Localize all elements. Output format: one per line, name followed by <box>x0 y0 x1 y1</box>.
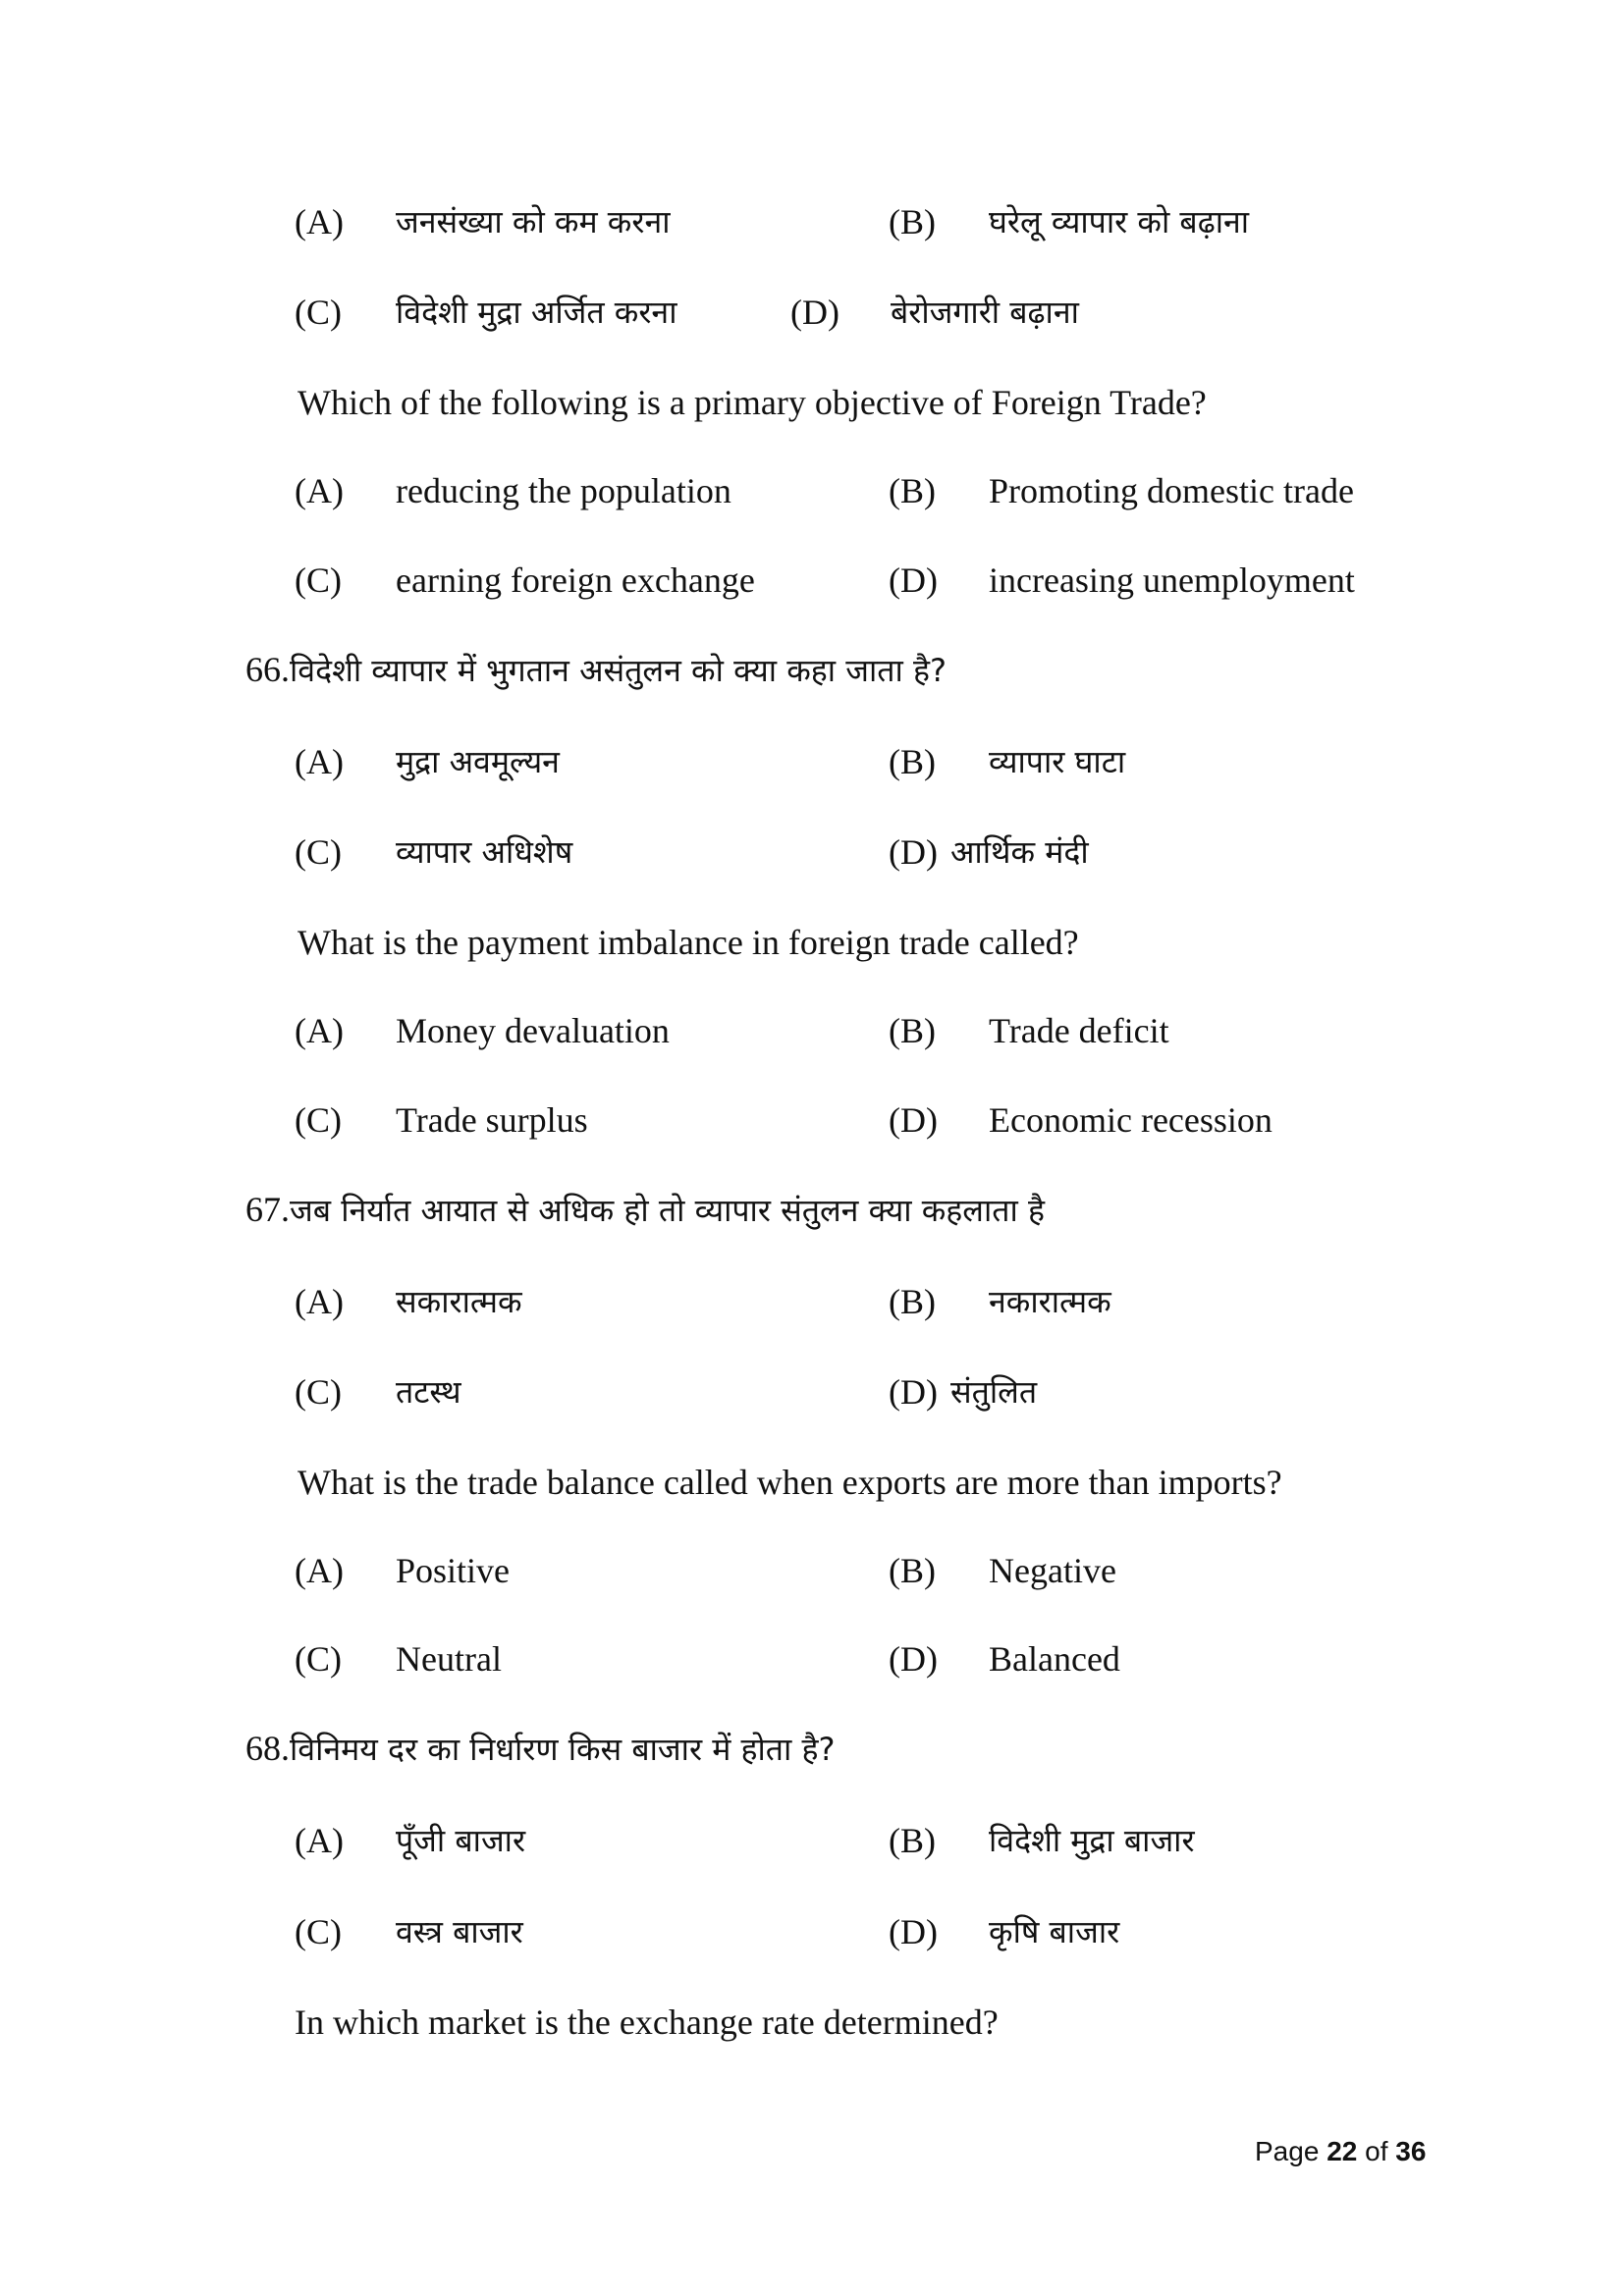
option-label-c: (C) <box>295 1100 342 1140</box>
question-text-en: What is the trade balance called when exports are more than imports? <box>298 1463 1282 1502</box>
option-text: सकारात्मक <box>396 1283 522 1320</box>
option-label-d: (D) <box>889 1912 938 1951</box>
question-number: 68. <box>245 1729 290 1768</box>
option-label-b: (B) <box>889 1551 936 1590</box>
question-number: 67. <box>245 1190 290 1229</box>
option-text: बेरोजगारी बढ़ाना <box>891 294 1079 331</box>
option-label-b: (B) <box>889 1282 936 1321</box>
total-page-number: 36 <box>1395 2136 1427 2166</box>
option-label-c: (C) <box>295 832 342 872</box>
option-text: पूँजी बाजार <box>396 1822 526 1859</box>
option-text: increasing unemployment <box>989 561 1355 600</box>
option-text: घरेलू व्यापार को बढ़ाना <box>989 203 1250 240</box>
page-of: of <box>1365 2136 1388 2166</box>
option-label-b: (B) <box>889 471 936 510</box>
page-label: Page <box>1255 2136 1320 2166</box>
option-text: Neutral <box>396 1639 502 1679</box>
option-label-a: (A) <box>295 1821 344 1860</box>
question-text-en: In which market is the exchange rate determined? <box>295 2002 999 2042</box>
question-text-hi: जब निर्यात आयात से अधिक हो तो व्यापार संतुलन क्या कहलाता है <box>290 1192 1045 1229</box>
question-66-hi <box>245 648 947 692</box>
option-text: earning foreign exchange <box>396 561 755 600</box>
option-label-a: (A) <box>295 202 344 241</box>
option-label-a: (A) <box>295 1282 344 1321</box>
option-text: आर्थिक मंदी <box>950 833 1089 871</box>
option-label-b: (B) <box>889 1011 936 1050</box>
option-label-a: (A) <box>295 471 344 510</box>
question-68-hi <box>245 1727 835 1771</box>
option-text: व्यापार घाटा <box>989 743 1126 780</box>
option-text: Economic recession <box>989 1100 1272 1140</box>
option-text: व्यापार अधिशेष <box>396 833 573 871</box>
option-label-c: (C) <box>295 1372 342 1412</box>
option-text: Money devaluation <box>396 1011 670 1050</box>
option-label-a: (A) <box>295 1551 344 1590</box>
option-text: नकारात्मक <box>989 1283 1111 1320</box>
option-text: विदेशी मुद्रा अर्जित करना <box>396 294 677 331</box>
page-footer <box>1255 2132 1426 2171</box>
option-label-b: (B) <box>889 742 936 781</box>
option-text: Balanced <box>989 1639 1120 1679</box>
option-label-d: (D) <box>889 1639 938 1679</box>
option-text: reducing the population <box>396 471 731 510</box>
option-label-c: (C) <box>295 1639 342 1679</box>
option-text: संतुलित <box>950 1373 1038 1411</box>
option-text: Negative <box>989 1551 1116 1590</box>
option-label-c: (C) <box>295 293 342 332</box>
question-text-en: Which of the following is a primary objective of Foreign Trade? <box>298 383 1207 422</box>
option-label-a: (A) <box>295 1011 344 1050</box>
option-text: जनसंख्या को कम करना <box>396 203 671 240</box>
option-label-c: (C) <box>295 561 342 600</box>
question-number: 66. <box>245 650 290 689</box>
option-label-b: (B) <box>889 202 936 241</box>
option-text: वस्त्र बाजार <box>396 1913 523 1950</box>
option-label-b: (B) <box>889 1821 936 1860</box>
option-label-d: (D) <box>889 1100 938 1140</box>
option-text: कृषि बाजार <box>989 1913 1120 1950</box>
option-text: विदेशी मुद्रा बाजार <box>989 1822 1195 1859</box>
current-page-number: 22 <box>1326 2136 1358 2166</box>
question-67-hi <box>245 1188 1045 1232</box>
question-text-en: What is the payment imbalance in foreign trade called? <box>298 923 1079 962</box>
option-label-d: (D) <box>889 1372 938 1412</box>
question-text-hi: विनिमय दर का निर्धारण किस बाजार में होता है? <box>290 1731 836 1768</box>
option-label-c: (C) <box>295 1912 342 1951</box>
option-label-d: (D) <box>889 832 938 872</box>
option-text: Promoting domestic trade <box>989 471 1354 510</box>
option-label-a: (A) <box>295 742 344 781</box>
option-text: मुद्रा अवमूल्यन <box>396 743 560 780</box>
option-text: तटस्थ <box>396 1373 461 1411</box>
option-text: Trade deficit <box>989 1011 1169 1050</box>
option-text: Trade surplus <box>396 1100 588 1140</box>
question-text-hi: विदेशी व्यापार में भुगतान असंतुलन को क्या कहा जाता है? <box>290 652 947 689</box>
option-label-d: (D) <box>790 293 839 332</box>
option-text: Positive <box>396 1551 511 1590</box>
option-label-d: (D) <box>889 561 938 600</box>
